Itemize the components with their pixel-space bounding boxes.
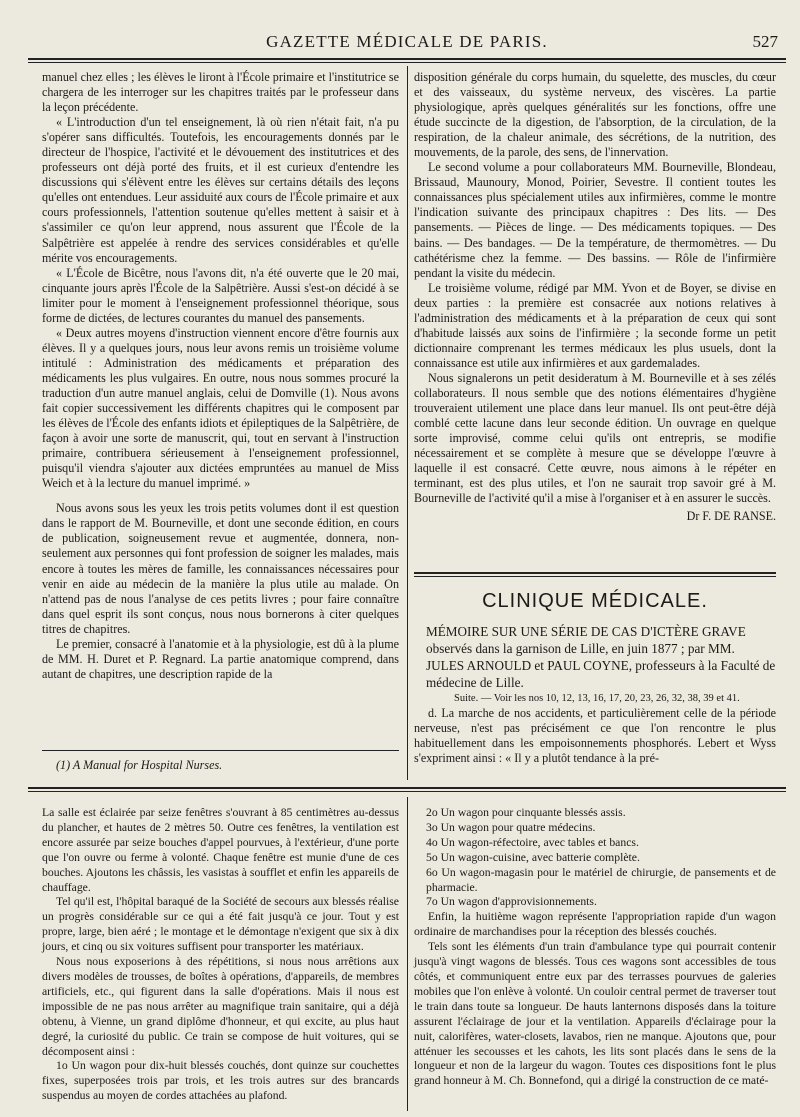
article-paragraph: Nous signalerons un petit desideratum à M. Bourneville et à ses zélés collaborateurs. Il nous semble que des notions élémentaires d'hygiène trouveraient utilement une place dans leur manuel. Ils ont peut-être déjà comblé cette lacune dans leur seconde édition. Un ouvrage en quelque sorte improvisé, comme celui qu'ils ont entrepris, se modifie nécessairement et se complète à mesure que se développe l'œuvre à laquelle il est consacré. Cette œuvre, nous aimons à le répéter en terminant, est des plus utiles, et l'on ne saurait trop savoir gré à M. Bourneville de l'activité qu'il a mise à l'organiser et à en assurer le succès.	[414, 370, 776, 506]
header-rule-thin	[28, 62, 786, 63]
column-divider-top	[407, 66, 408, 780]
article-paragraph: 1o Un wagon pour dix-huit blessés couchés, dont quinze sur couchettes fixes, superposées trois par trois, et les trois autres sur des brancards suspendus au moyen de cordes attachées au plafond.	[42, 1059, 399, 1103]
article-paragraph: Le troisième volume, rédigé par MM. Yvon et de Boyer, se divise en deux parties : la première est consacrée aux notions relatives à l'administration des médicaments et à la préparation de ceux qui sont d'habitude laissés aux soins de l'infirmière ; la seconde forme un petit dictionnaire comprenant les termes médicaux les plus usuels, dont la connaissance est utile aux infirmières et aux gardemalades.	[414, 280, 776, 370]
article-paragraph: Tels sont les éléments d'un train d'ambulance type qui pourrait contenir jusqu'à vingt wagons de blessés. Tous ces wagons sont accessibles de tous côtés, et communiquent entre eux par des terrasses pourvues de galeries mobiles que l'on enlève à volonté. Un couloir central permet de traverser tout le train dans toute sa longueur. De hauts lanternons disposés dans la toiture assurent l'éclairage de jour et la ventilation. Appareils d'éclairage pour la nuit, calorifères, water-closets, lavabos, rien ne manque. Ajoutons que, pour atténuer les secousses et les cahots, les lits sont placés dans le sens de la longueur et non de la largeur du wagon. Toutes ces dispositions font le plus grand honneur à M. Ch. Bonnefond, qui a dirigé la construction de ce maté-	[414, 940, 776, 1088]
article-paragraph: Le second volume a pour collaborateurs MM. Bourneville, Blondeau, Brissaud, Maunoury, Monod, Poirier, Sevestre. Il contient toutes les connaissances plus spécialement utiles aux infirmières, comme le montre l'indication suivante des principaux chapitres : Des lits. — Des pansements. — Pièces de linge. — Des médicaments topiques. — Des bains. — Des bandages. — De la température, de thermomètres. — Du cathétérisme chez la femme. — Des bassins. — Rôle de l'infirmière pendant la visite du médecin.	[414, 160, 776, 280]
footnote-rule	[42, 750, 399, 751]
middle-rule-thin	[28, 791, 786, 792]
article-paragraph: d. La marche de nos accidents, et particulièrement celle de la période nerveuse, n'est pas précisément ce que l'on rencontre le plus habituellement dans les empoisonnements phosphorés. Lebert et Wyss s'expriment ainsi : « Il y a plutôt tendance à la pré-	[414, 706, 776, 766]
page-header	[28, 32, 786, 56]
article-paragraph: Enfin, la huitième wagon représente l'appropriation rapide d'un wagon ordinaire de marchandises pour la réception des blessés couchés.	[414, 910, 776, 939]
article-paragraph: La salle est éclairée par seize fenêtres s'ouvrant à 85 centimètres au-dessus du plancher, et hautes de 2 mètres 50. Outre ces fenêtres, la ventilation est encore assurée par seize bouches d'appel pourvues, à l'extérieur, d'une porte que l'on ouvre ou ferme à volonté. Chaque fenêtre est munie d'une de ces bouches. Ajoutons les châssis, les vasistas à soufflet et enfin les appareils de chauffage.	[42, 806, 399, 894]
section-heading: CLINIQUE MÉDICALE.	[482, 590, 708, 612]
bottom-right-column	[414, 806, 776, 1089]
list-item: 2o Un wagon pour cinquante blessés assis.	[426, 806, 626, 819]
footnote: (1) A Manual for Hospital Nurses.	[56, 758, 223, 772]
article-paragraph: disposition générale du corps humain, du squelette, des muscles, du cœur et des vaisseaux, du système nerveux, des viscères. La partie physiologique, après quelques généralités sur les fonctions, offre une étude succincte de la digestion, de l'absorption, de la circulation, de la respiration, de la chaleur animale, des sécrétions, de la nutrition, des mouvements, de la parole, des sens, de l'innervation.	[414, 70, 776, 160]
list-item: 3o Un wagon pour quatre médecins.	[426, 820, 596, 834]
suite-note: Suite. — Voir les nos 10, 12, 13, 16, 17, 20, 23, 26, 32, 38, 39 et 41.	[454, 693, 740, 705]
article-paragraph: « L'École de Bicêtre, nous l'avons dit, n'a été ouverte que le 20 mai, cinquante jours après l'École de la Salpêtrière. Aussi s'est-on décidé à se limiter pour le moment à l'enseignement professionnel théorique, sous forme de dictées, de lectures courantes du manuel des pansements.	[42, 265, 399, 325]
article-paragraph: Tel qu'il est, l'hôpital baraqué de la Société de secours aux blessés réalise un progrès considérable sur ce qui a été fait jusqu'à ce jour. Tout y est propre, large, bien aéré ; le montage et le démontage n'exigent que six à dix jours, et cinq ou six voitures suffisent pour transporter les matériaux.	[42, 895, 399, 954]
article-paragraph: Nous avons sous les yeux les trois petits volumes dont il est question dans le rapport de M. Bourneville, et dont une seconde édition, en cours de publication, soigneusement revue et augmentée, donnera, non-seulement aux personnes qui font profession de soigner les malades, mais encore à toutes les mères de famille, les connaissances nécessaires pour venir en aide au médecin de la manière la plus utile au malade. On n'attend pas de nous l'analyse de ces petits livres ; pour faire connaître dans quel esprit ils sont conçus, nous nous bornerons à citer quelques titres de chapitres.	[42, 501, 399, 636]
clinique-section	[414, 584, 776, 766]
right-column	[414, 70, 776, 524]
list-item: 5o Un wagon-cuisine, avec batterie complète.	[426, 850, 640, 864]
list-item: 4o Un wagon-réfectoire, avec tables et bancs.	[426, 835, 639, 849]
column-divider-bottom	[407, 797, 408, 1111]
section-rule-thin	[414, 576, 776, 577]
journal-title: GAZETTE MÉDICALE DE PARIS.	[266, 32, 548, 51]
left-column	[42, 70, 399, 682]
article-paragraph: Nous nous exposerions à des répétitions, si nous nous arrêtions aux divers modèles de trousses, de boîtes à opérations, d'appareils, de membres artificiels, etc., qui figurent dans la salle d'opérations. Mais il nous est impossible de ne pas nous arrêter au magnifique train sanitaire, qui a déjà obtenu, à Vienne, un grand diplôme d'honneur, et qui excite, au plus haut degré, la curiosité du public. Ce train se compose de huit voitures, qui se décomposent ainsi :	[42, 955, 399, 1058]
left-footnote	[56, 758, 396, 773]
article-paragraph: « L'introduction d'un tel enseignement, là où rien n'était fait, n'a pu s'opérer sans difficultés. Toutefois, les encouragements donnés par le directeur de l'hospice, l'activité et le dévouement des institutrices et des professeurs ont déjà porté des fruits, et il est curieux d'entendre les discussions qui s'élèvent entre les élèves sur certains détails des leçons qu'elles ont entendues. Leur assiduité aux cours de l'École primaire et aux cours professionnels, l'attention soutenue qu'elles mettent à saisir et à s'assimiler ce qu'on leur apprend, nous assurent que l'École de la Salpêtrière est appelée à rendre des services considérables et qu'elle mérite vos encouragements.	[42, 115, 399, 265]
header-rule	[28, 58, 786, 60]
signature: Dr F. DE RANSE.	[686, 509, 776, 524]
page-number: 527	[752, 32, 778, 51]
article-paragraph: Le premier, consacré à l'anatomie et à la physiologie, est dû à la plume de MM. H. Duret et P. Regnard. La partie anatomique comprend, dans autant de chapitres, une description rapide de la	[42, 636, 399, 681]
section-rule	[414, 572, 776, 574]
list-item: 7o Un wagon d'approvisionnements.	[426, 895, 597, 909]
memoir-title: MÉMOIRE SUR UNE SÉRIE DE CAS D'ICTÈRE GRAVE observés dans la garnison de Lille, en juin 1877 ; par MM. JULES ARNOULD et PAUL COYNE, professeurs à la Faculté de médecine de Lille.	[426, 624, 776, 691]
bottom-left-column	[42, 806, 399, 1104]
list-item: 6o Un wagon-magasin pour le matériel de chirurgie, de pansements et de pharmacie.	[426, 865, 776, 894]
article-paragraph: « Deux autres moyens d'instruction viennent encore d'être fournis aux élèves. Il y a quelques jours, nous leur avons remis un troisième volume intitulé : Administration des médicaments et préparation des médicaments les plus vulgaires. En outre, nous nous sommes procuré la traduction d'un autre manuel anglais, celui de Domville (1). Nous avons fait copier successivement les différents chapitres qui le composent par les élèves de l'École des enfants idiots et épileptiques de la Salpêtrière, de façon à avoir une sorte de manuscrit, qui, tout en servant à l'instruction primaire, contribuera sérieusement à l'enseignement professionnel, puisqu'il viendra s'ajouter aux dictées empruntées au manuel de Miss Weich et à la lecture du manuel imprimé. »	[42, 325, 399, 491]
article-paragraph: manuel chez elles ; les élèves le liront à l'École primaire et l'institutrice se chargera de les interroger sur les chapitres traités par le professeur dans la leçon précédente.	[42, 70, 399, 115]
middle-rule	[28, 787, 786, 789]
